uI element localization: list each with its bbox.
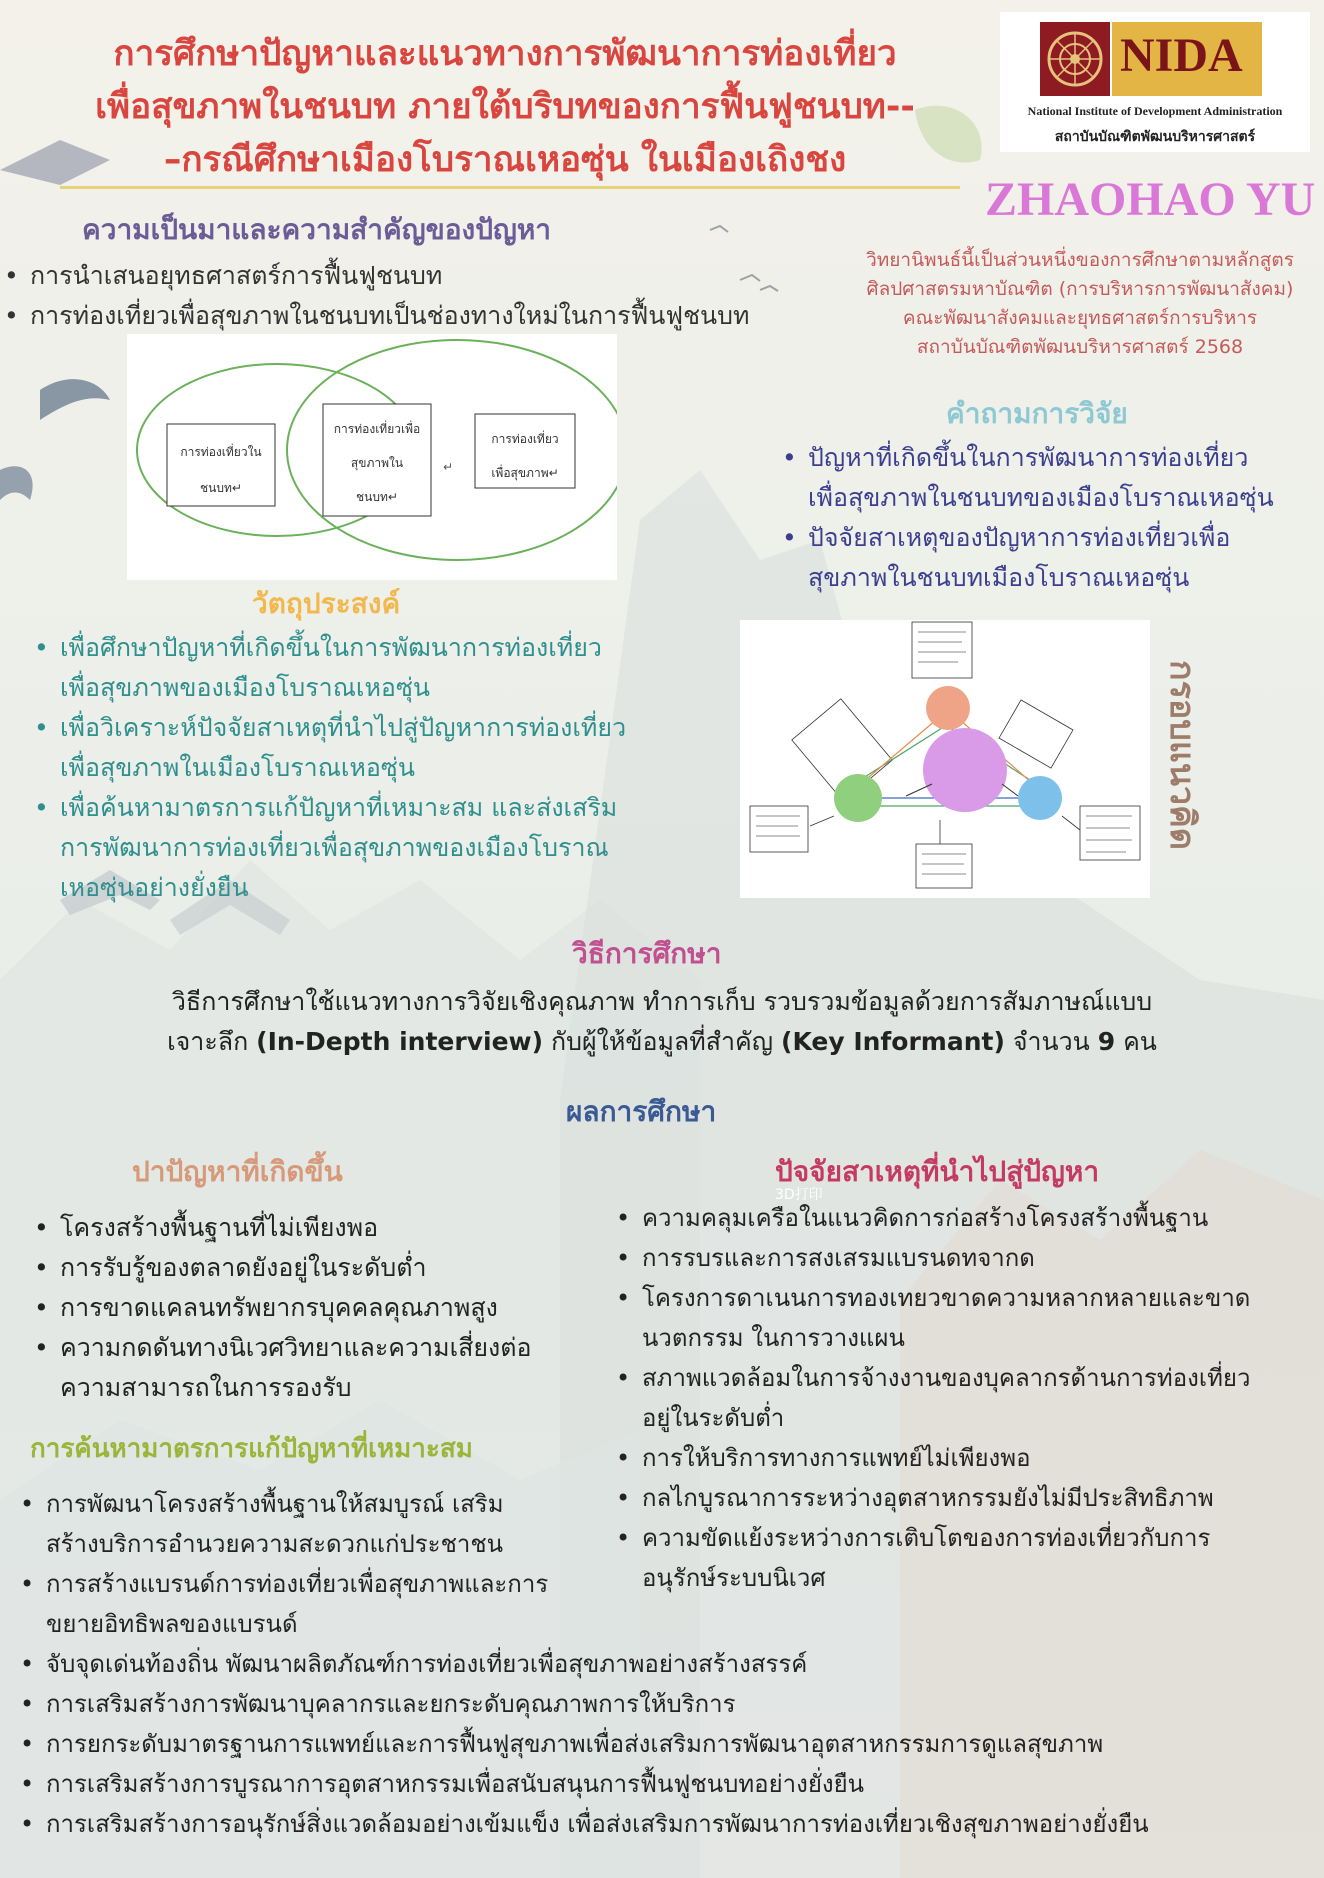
venn-right-label: การท่องเที่ยว เพื่อสุขภาพ↵ — [491, 432, 559, 480]
thesis-line: คณะพัฒนาสังคมและยุทธศาสตร์การบริหาร — [902, 307, 1258, 329]
measures-heading: การค้นหามาตรการแก้ปัญหาที่เหมาะสม — [30, 1434, 473, 1464]
thesis-statement — [840, 246, 1320, 362]
list-item: • การพัฒนาโครงสร้างพื้นฐานให้สมบูรณ์ เสริม สร้างบริการอำนวยความสะดวกแก่ประชาชน — [16, 1484, 1316, 1564]
causes-watermark: 3D打印 — [775, 1187, 823, 1203]
causes-heading: ปัจจัยสาเหตุที่นำไปสู่ปัญหา — [775, 1155, 1100, 1188]
poster-title — [10, 28, 1000, 187]
objectives-heading: วัตถุประสงค์ — [252, 587, 401, 620]
list-item: • การเสริมสร้างการบูรณาการอุตสาหกรรมเพื่อสนับสนุนการฟื้นฟูชนบทอย่างยั่งยืน — [16, 1764, 1316, 1804]
results-heading: ผลการศึกษา — [566, 1095, 717, 1128]
list-item: • เพื่อศึกษาปัญหาที่เกิดขึ้นในการพัฒนาการท่องเที่ยว เพื่อสุขภาพของเมืองโบราณเหอซุ่น — [30, 628, 730, 708]
framework-label: กรอบแนวคิด — [1162, 660, 1202, 850]
author-name: ZHAOHAO YU — [985, 173, 1316, 226]
list-item: • เพื่อวิเคราะห์ปัจจัยสาเหตุที่นำไปสู่ปัญหาการท่องเที่ยว เพื่อสุขภาพในเมืองโบราณเหอซุ่น — [30, 708, 730, 788]
logo-thai-name: สถาบันบัณฑิตพัฒนบริหารศาสตร์ — [1054, 129, 1256, 145]
title-line-2: เพื่อสุขภาพในชนบท ภายใต้บริบทของการฟื้นฟูชนบท-- — [95, 87, 915, 127]
list-item: • การเสริมสร้างการอนุรักษ์สิ่งแวดล้อมอย่างเข้มแข็ง เพื่อส่งเสริมการพัฒนาการท่องเที่ยวเชิงสุขภาพอย่างยั่งยืน — [16, 1804, 1316, 1844]
venn-diagram — [127, 334, 617, 580]
conceptual-framework-diagram — [740, 620, 1150, 898]
venn-center-label: การท่องเที่ยวเพื่อ สุขภาพใน ชนบท↵ — [333, 422, 421, 504]
title-line-1: การศึกษาปัญหาและแนวทางการพัฒนาการท่องเที่ยว — [113, 34, 897, 74]
problems-list — [30, 1208, 620, 1408]
logo-nida-text: NIDA — [1120, 29, 1243, 82]
nida-emblem-icon — [1040, 22, 1110, 96]
list-item: • จับจุดเด่นท้องถิ่น พัฒนาผลิตภัณฑ์การท่องเที่ยวเพื่อสุขภาพอย่างสร้างสรรค์ — [16, 1644, 1316, 1684]
questions-list — [778, 438, 1318, 598]
thesis-line: วิทยานิพนธ์นี้เป็นส่วนหนึ่งของการศึกษาตามหลักสูตร — [866, 249, 1294, 271]
title-underline — [60, 186, 960, 189]
list-item: • การสร้างแบรนด์การท่องเที่ยวเพื่อสุขภาพและการ ขยายอิทธิพลของแบรนด์ — [16, 1564, 1316, 1644]
list-item: • เพื่อค้นหามาตรการแก้ปัญหาที่เหมาะสม และส่งเสริม การพัฒนาการท่องเที่ยวเพื่อสุขภาพของเมืองโบราณ เหอซุ่นอย่างยั่งยืน — [30, 788, 730, 908]
questions-heading: คำถามการวิจัย — [946, 397, 1128, 430]
title-line-3: –กรณีศึกษาเมืองโบราณเหอซุ่น ในเมืองเถิงชง — [163, 140, 847, 180]
method-line-2: เจาะลึก (In-Depth interview) กับผู้ให้ข้อมูลที่สำคัญ (Key Informant) จำนวน 9 คน — [167, 1027, 1157, 1056]
venn-mark: ↵ — [443, 460, 454, 474]
list-item: • กลไกบูรณาการระหว่างอุตสาหกรรมยังไม่มีประสิทธิภาพ — [612, 1478, 1324, 1518]
method-heading: วิธีการศึกษา — [572, 937, 722, 970]
thesis-line: ศิลปศาสตรมหาบัณฑิต (การบริหารการพัฒนาสังคม) — [866, 278, 1294, 300]
objectives-list — [30, 628, 730, 908]
list-item: • การยกระดับมาตรฐานการแพทย์และการฟื้นฟูสุขภาพเพื่อส่งเสริมการพัฒนาอุตสาหกรรมการดูแลสุขภาพ — [16, 1724, 1316, 1764]
list-item: • ปัญหาที่เกิดขึ้นในการพัฒนาการท่องเที่ยว เพื่อสุขภาพในชนบทของเมืองโบราณเหอซุ่น — [778, 438, 1318, 518]
background-heading: ความเป็นมาและความสำคัญของปัญหา — [82, 213, 552, 246]
logo-english-name: National Institute of Development Administration — [1027, 104, 1283, 118]
method-line-1: วิธีการศึกษาใช้แนวทางการวิจัยเชิงคุณภาพ ทำการเก็บ รวบรวมข้อมูลด้วยการสัมภาษณ์แบบ — [171, 987, 1153, 1016]
list-item: • การรบรและการสงเสรมแบรนดทจากด — [612, 1238, 1324, 1278]
list-item: • ปัจจัยสาเหตุของปัญหาการท่องเที่ยวเพื่อ สุขภาพในชนบทเมืองโบราณเหอซุ่น — [778, 518, 1318, 598]
list-item: • การเสริมสร้างการพัฒนาบุคลากรและยกระดับคุณภาพการให้บริการ — [16, 1684, 1316, 1724]
background-list — [0, 256, 800, 336]
list-item: • การให้บริการทางการแพทย์ไม่เพียงพอ — [612, 1438, 1324, 1478]
list-item: • การรับรู้ของตลาดยังอยู่ในระดับต่ำ — [30, 1248, 620, 1288]
list-item: • ความคลุมเครือในแนวคิดการก่อสร้างโครงสร้างพื้นฐาน — [612, 1198, 1324, 1238]
method-text — [0, 982, 1324, 1062]
list-item: • ความกดดันทางนิเวศวิทยาและความเสี่ยงต่อ ความสามารถในการรองรับ — [30, 1328, 620, 1408]
problems-heading: ปาปัญหาที่เกิดขึ้น — [132, 1155, 343, 1188]
venn-left-label: การท่องเที่ยวใน ชนบท↵ — [180, 445, 262, 495]
framework-graphic — [740, 620, 1150, 898]
list-item: • การนำเสนอยุทธศาสตร์การฟื้นฟูชนบท — [0, 256, 800, 296]
list-item: • โครงสร้างพื้นฐานที่ไม่เพียงพอ — [30, 1208, 620, 1248]
list-item: • โครงการดาเนนการทองเทยวขาดความหลากหลายและขาด นวตกรรม ในการวางแผน — [612, 1278, 1324, 1358]
thesis-line: สถาบันบัณฑิตพัฒนบริหารศาสตร์ 2568 — [916, 336, 1244, 358]
list-item: • สภาพแวดล้อมในการจ้างงานของบุคลากรด้านการท่องเที่ยว อยู่ในระดับต่ำ — [612, 1358, 1324, 1438]
list-item: • การท่องเที่ยวเพื่อสุขภาพในชนบทเป็นช่องทางใหม่ในการฟื้นฟูชนบท — [0, 296, 800, 336]
measures-list — [16, 1484, 1316, 1844]
nida-logo — [1000, 12, 1310, 152]
list-item: • การขาดแคลนทรัพยากรบุคคลคุณภาพสูง — [30, 1288, 620, 1328]
list-item: • ความขัดแย้งระหว่างการเติบโตของการท่องเที่ยวกับการ อนุรักษ์ระบบนิเวศ — [612, 1518, 1324, 1598]
